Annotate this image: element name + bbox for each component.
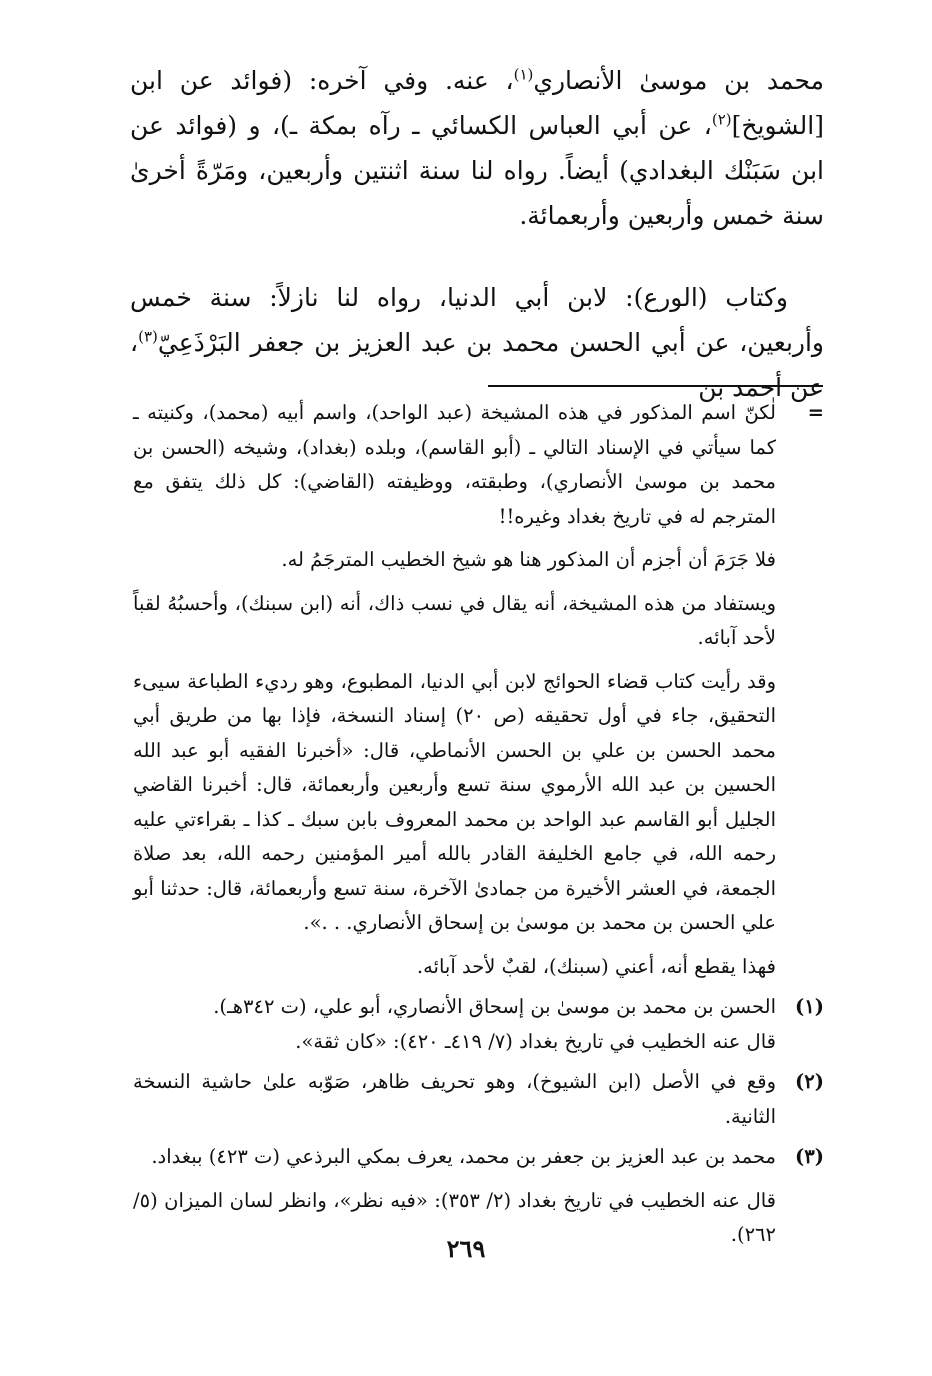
footnotes <box>133 396 824 1253</box>
page-number: ٢٦٩ <box>446 1234 486 1263</box>
footnote-paragraph: قال عنه الخطيب في تاريخ بغداد (٢/ ٣٥٣): «فيه نظر»، وانظر لسان الميزان (٥/ ٢٦٢). <box>133 1188 776 1246</box>
footnote-paragraph: لٰكنّ اسم المذكور في هذه المشيخة (عبد الواحد)، واسم أبيه (محمد)، وكنيته ـ كما سيأتي في الإسناد التالي ـ (أبو القاسم)، وبلده (بغداد)، وشيخه (الحسن بن محمد بن موسىٰ الأنصاري)، وطبقته، ووظيفته (القاضي): كل ذلك يتفق مع المترجم له في تاريخ بغداد وغيره!! <box>133 401 776 528</box>
text-run: وكتاب (الورع): لابن أبي الدنيا، رواه لنا نازلاً: سنة خمس وأربعين، عن أبي الحسن محمد بن عبد العزيز بن جعفر البَرْذَعِيّ <box>130 283 824 357</box>
footnote-body <box>133 990 776 1059</box>
text-run: محمد بن موسىٰ الأنصاري <box>533 66 825 95</box>
footnote-paragraph: محمد بن عبد العزيز بن جعفر بن محمد، يعرف بمكي البرذعي (ت ٤٢٣) ببغداد. <box>151 1145 776 1168</box>
footnote-paragraph: الحسن بن محمد بن موسىٰ بن إسحاق الأنصاري، أبو علي، (ت ٣٤٢هـ). <box>213 995 776 1018</box>
text-run: ، عن أحمد بن <box>130 328 824 402</box>
footnote-paragraph: قال عنه الخطيب في تاريخ بغداد (٧/ ٤١٩ـ ٤٢٠): «كان ثقة». <box>295 1029 776 1053</box>
footnote-paragraph: وقد رأيت كتاب قضاء الحوائج لابن أبي الدنيا، المطبوع، وهو رديء الطباعة سيىء التحقيق، جاء في أول تحقيقه (ص ٢٠) إسناد النسخة، فإذا بها من طريق أبي محمد الحسن بن علي بن الحسن الأنماطي، قال: «أخبرنا الفقيه أبو عبد الله الحسين بن عبد الله الأرموي سنة تسع وأربعين وأربعمائة، قال: أخبرنا القاضي الجليل أبو القاسم عبد الواحد بن محمد المعروف بابن سبك ـ كذا ـ بقراءتي عليه رحمه الله، في جامع الخليفة القادر بالله أمير المؤمنين رحمه الله، بعد صلاة الجمعة، في العشر الأخيرة من جمادىٰ الآخرة، سنة تسع وأربعمائة، قال: حدثنا أبو علي الحسن بن محمد بن موسىٰ بن إسحاق الأنصاري. . .». <box>133 669 776 934</box>
footnote-number: (٣) <box>795 1145 824 1168</box>
body-paragraph <box>130 58 824 238</box>
footnote-paragraph: وقع في الأصل (ابن الشيوخ)، وهو تحريف ظاهر، صَوّبه علىٰ حاشية النسخة الثانية. <box>133 1070 776 1128</box>
footnote-1 <box>133 990 824 1059</box>
footnote-separator <box>488 385 823 387</box>
main-text <box>130 58 824 410</box>
footnote-number: (٢) <box>795 1070 824 1093</box>
footnote-ref[interactable]: (٣) <box>138 327 158 346</box>
footnote-paragraph: ويستفاد من هذه المشيخة، أنه يقال في نسب ذاك، أنه (ابن سبنك)، وأحسبُهُ لقباً لأحد آبائه. <box>133 591 776 649</box>
footnote-continuation <box>133 396 824 984</box>
footnote-body <box>133 396 776 984</box>
body-paragraph <box>130 275 824 410</box>
text-run: ، عنه. وفي آخره: (فوائد عن ابن [الشويخ] <box>130 66 824 140</box>
footnote-paragraph: فهذا يقطع أنه، أعني (سبنك)، لقبٌ لأحد آبائه. <box>416 954 776 978</box>
footnote-body <box>133 1065 776 1134</box>
continuation-marker: = <box>807 401 824 424</box>
text-run: ، عن أبي العباس الكسائي ـ رآه بمكة ـ)، و (فوائد عن ابن سَبَنْك البغدادي) أيضاً. رواه لنا سنة اثنتين وأربعين، ومَرّةً أخرىٰ سنة خمس وأربعين وأربعمائة. <box>130 111 824 230</box>
footnote-ref[interactable]: (٢) <box>711 110 732 129</box>
footnote-2 <box>133 1065 824 1134</box>
footnote-ref[interactable]: (١) <box>513 65 534 84</box>
footnote-number: (١) <box>795 995 824 1018</box>
footnote-paragraph: فلا جَرَمَ أن أجزم أن المذكور هنا هو شيخ الخطيب المترجَمُ له. <box>281 548 776 571</box>
